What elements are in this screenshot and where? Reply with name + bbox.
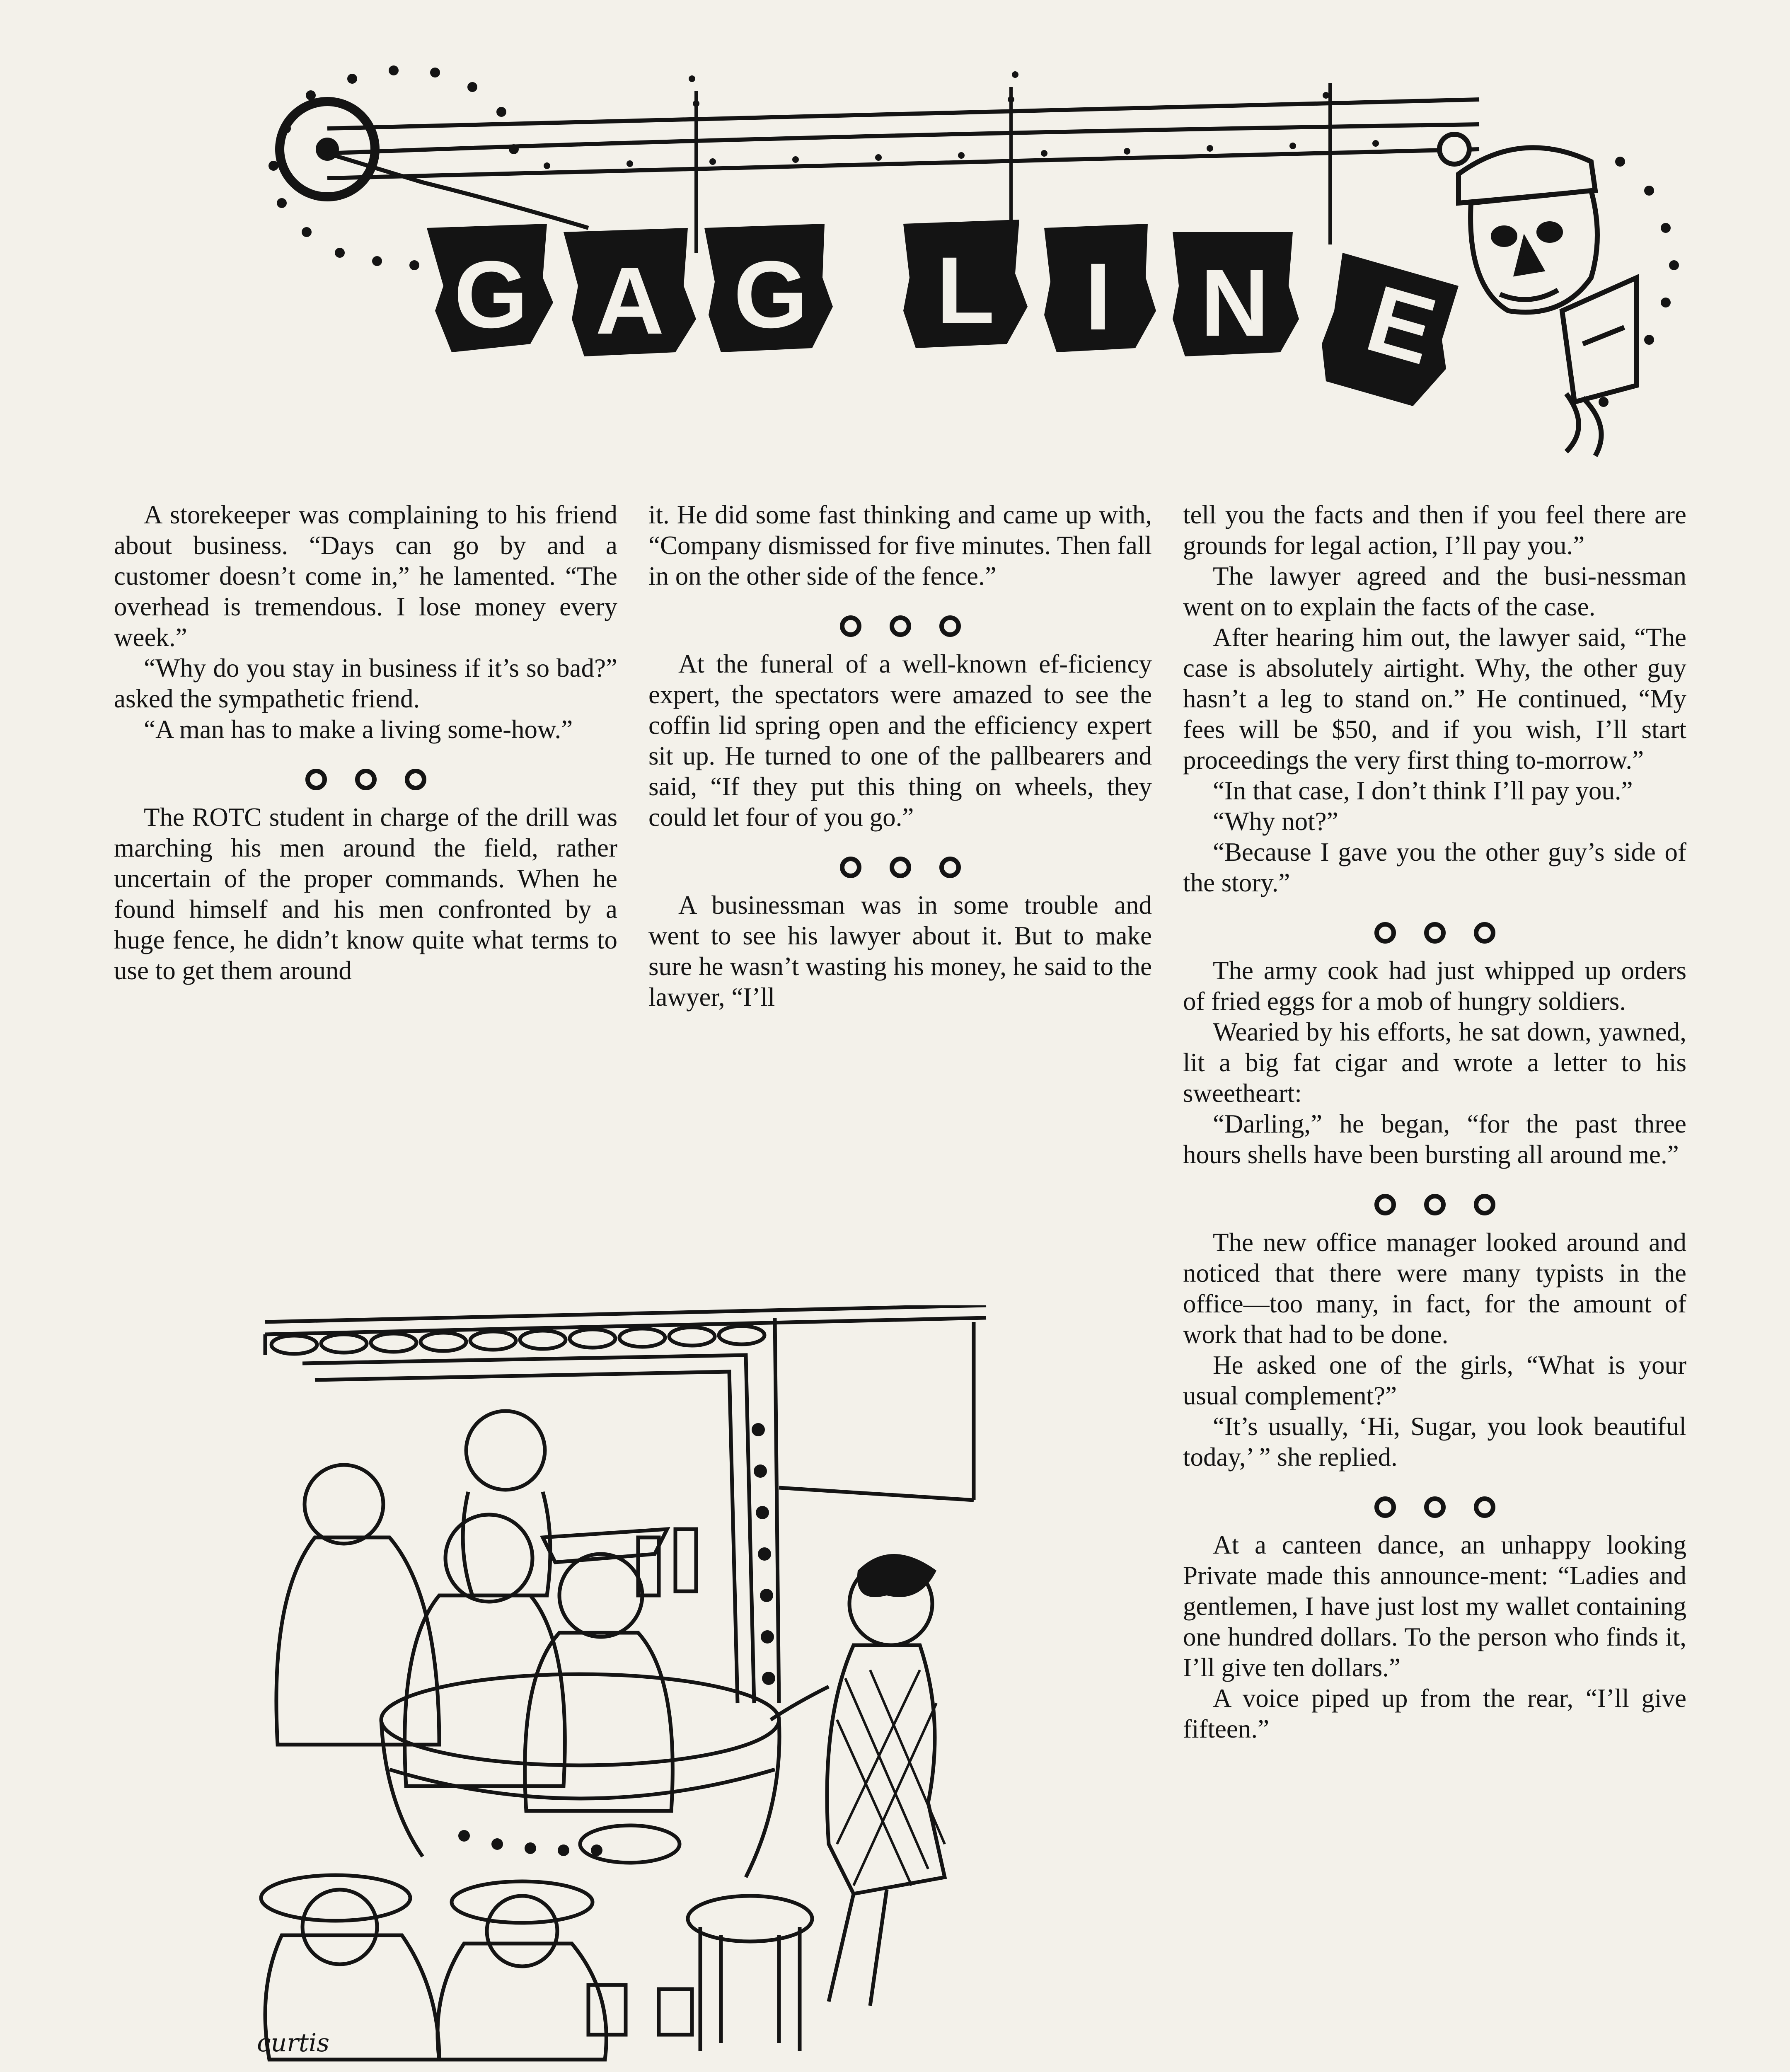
separator-dot-icon [405, 769, 426, 790]
soldier-character-illustration [1439, 134, 1637, 456]
separator-dot-icon [1424, 1194, 1446, 1215]
joke-paragraph: “Why not?” [1213, 807, 1338, 836]
separator-dot-icon [840, 615, 861, 637]
joke-paragraph: “Why do you stay in business if it’s so bad?” asked the sympathetic friend. [114, 654, 617, 713]
joke-paragraph: tell you the facts and then if you feel there are grounds for legal action, I’ll pay you.” [1183, 500, 1686, 560]
title-letter-l: L [936, 237, 995, 344]
separator-dot-icon [1374, 1496, 1396, 1518]
separator-dot-icon [939, 615, 961, 637]
joke-paragraph: Wearied by his efforts, he sat down, yawned, lit a big fat cigar and wrote a letter to his sweetheart: [1183, 1017, 1686, 1108]
separator-dot-icon [1424, 922, 1446, 944]
joke-paragraph: A storekeeper was complaining to his friend about business. “Days can go by and a customer doesn’t come in,” he lamented. “The overhead is tremendous. I lose money every week.” [114, 500, 617, 652]
joke-paragraph: After hearing him out, the lawyer said, “The case is absolutely airtight. Why, the other guy hasn’t a leg to stand on.” He continued, “My fees will be $50, and if you wish, I’ll start proceedings the very first thing to-morrow.” [1183, 623, 1686, 775]
joke-paragraph: The ROTC student in charge of the drill was marching his men around the field, rather uncertain of the proper commands. When he found himself and his men confronted by a huge fence, he didn’t know quite what terms to use to get them around [114, 803, 617, 985]
separator-dot-icon [890, 857, 911, 878]
separator-dot-icon [1474, 922, 1495, 944]
separator-dot-icon [1374, 922, 1396, 944]
text-column-2 [648, 499, 1152, 1012]
separator-dot-icon [840, 857, 861, 878]
joke-paragraph: “It’s usually, ‘Hi, Sugar, you look beautiful today,’ ” she replied. [1183, 1412, 1686, 1472]
joke-paragraph: “In that case, I don’t think I’ll pay you.” [1213, 776, 1633, 805]
title-letter-g1: G [454, 241, 528, 348]
title-letter-n: N [1200, 249, 1270, 356]
separator-dot-icon [1374, 1194, 1396, 1215]
joke-paragraph: At the funeral of a well-known ef-ficiency expert, the spectators were amazed to see the coffin lid spring open and the efficiency expert sit up. He turned to one of the pallbearers and said, “If they put this thing on wheels, they could let four of you go.” [648, 649, 1152, 832]
separator-dot-icon [1424, 1496, 1446, 1518]
title-letter-g2: G [733, 241, 808, 348]
text-column-1 [114, 499, 617, 986]
joke-separator [648, 608, 1152, 633]
separator-dot-icon [890, 615, 911, 637]
joke-paragraph: At a canteen dance, an unhappy looking Private made this announce-ment: “Ladies and gentlemen, I have just lost my wallet containing one hundred dollars. To the person who finds it, I’ll give ten dollars.” [1183, 1530, 1686, 1682]
joke-paragraph: A businessman was in some trouble and went to see his lawyer about it. But to make sure he wasn’t wasting his money, he said to the lawyer, “I’ll [648, 891, 1152, 1012]
separator-dot-icon [939, 857, 961, 878]
joke-separator [114, 761, 617, 786]
joke-paragraph: “Because I gave you the other guy’s side of the story.” [1183, 838, 1686, 897]
separator-dot-icon [1474, 1194, 1495, 1215]
separator-dot-icon [305, 769, 327, 790]
joke-paragraph: The lawyer agreed and the busi-nessman went on to explain the facts of the case. [1183, 562, 1686, 621]
cartoon-signature: curtis [257, 2028, 330, 2057]
joke-paragraph: it. He did some fast thinking and came up with, “Company dismissed for five minutes. Then fall in on the other side of the fence.” [648, 500, 1152, 591]
joke-paragraph: “Darling,” he began, “for the past three hours shells have been bursting all around me.” [1183, 1109, 1686, 1169]
joke-separator [1183, 1186, 1686, 1211]
title-letter-a: A [595, 247, 665, 354]
joke-paragraph: He asked one of the girls, “What is your usual complement?” [1183, 1351, 1686, 1410]
bar-cartoon-illustration [207, 1305, 1044, 2066]
text-column-3 [1183, 499, 1686, 1744]
joke-paragraph: The army cook had just whipped up orders of fried eggs for a mob of hungry soldiers. [1183, 956, 1686, 1016]
title-letter-i: I [1085, 243, 1111, 350]
joke-paragraph: A voice piped up from the rear, “I’ll give fifteen.” [1183, 1684, 1686, 1743]
joke-paragraph: “A man has to make a living some-how.” [144, 715, 573, 744]
separator-dot-icon [355, 769, 377, 790]
title-letter-e: E [1356, 264, 1447, 385]
joke-paragraph: The new office manager looked around and noticed that there were many typists in the office—too many, in fact, for the amount of work that had to be done. [1183, 1228, 1686, 1349]
joke-separator [1183, 1489, 1686, 1514]
joke-separator [1183, 915, 1686, 939]
separator-dot-icon [1474, 1496, 1495, 1518]
gag-line-title-banner [257, 54, 1728, 472]
joke-separator [648, 849, 1152, 874]
